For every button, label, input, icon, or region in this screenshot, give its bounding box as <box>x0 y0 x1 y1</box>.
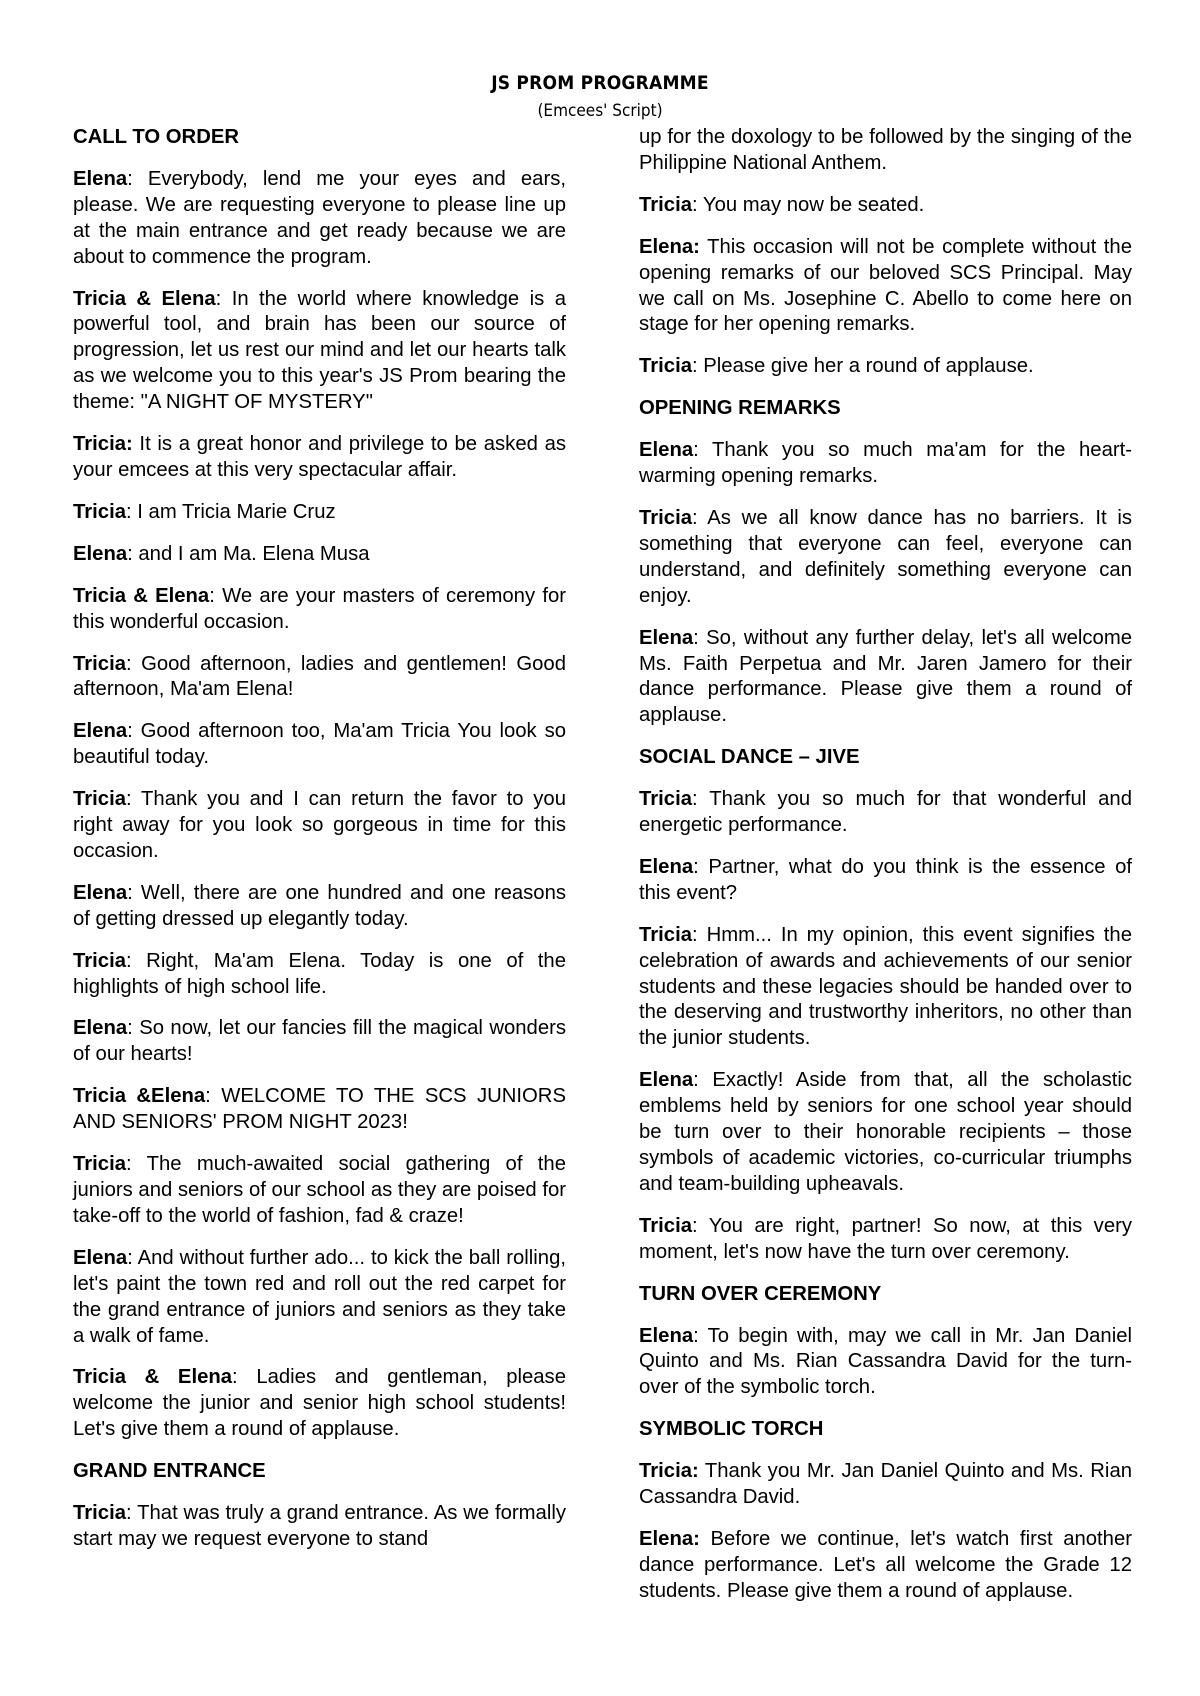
dialogue-text: It is a great honor and privilege to be asked as your emcees at this very spectacular affair. <box>73 433 566 481</box>
dialogue-text: Thank you and I can return the favor to you right away for you look so gorgeous in time for this occasion. <box>73 788 566 862</box>
script-line <box>639 193 1132 219</box>
dialogue-text: You are right, partner! So now, at this very moment, let's now have the turn over ceremony. <box>639 1214 1132 1263</box>
script-line <box>73 949 566 1001</box>
speaker-separator: : <box>693 626 699 649</box>
speaker-separator: : <box>692 506 698 529</box>
speaker-name: Elena <box>73 1017 128 1040</box>
script-line <box>73 1365 566 1443</box>
dialogue-text: Ladies and gentleman, please welcome the junior and senior high school students! Let's give them a round of applause. <box>73 1366 566 1441</box>
section-heading: SYMBOLIC TORCH <box>639 1418 824 1441</box>
dialogue-text: You may now be seated. <box>697 193 925 216</box>
script-line <box>639 1459 1132 1511</box>
speaker-separator: : <box>127 720 133 743</box>
speaker-name: Tricia <box>73 949 126 972</box>
dialogue-text: The much-awaited social gathering of the juniors and seniors of our school as they are poised for take-off to the world of fashion, fad & craze! <box>73 1153 566 1227</box>
script-line <box>73 1084 566 1136</box>
speaker-name: Tricia <box>73 1153 126 1176</box>
script-line <box>73 1016 566 1068</box>
speaker-separator: : <box>693 1069 699 1092</box>
dialogue-text: That was truly a grand entrance. As we formally start may we request everyone to stand <box>73 1502 566 1550</box>
speaker-name: Elena <box>73 881 128 904</box>
dialogue-text: Please give her a round of applause. <box>697 355 1034 378</box>
script-line <box>639 438 1132 490</box>
script-line <box>639 1324 1132 1402</box>
speaker-name: Elena <box>639 626 694 649</box>
speaker-name: Tricia <box>639 193 692 216</box>
script-line <box>639 235 1132 339</box>
dialogue-text: To begin with, may we call in Mr. Jan Daniel Quinto and Ms. Rian Cassandra David for the turn-over of the symbolic torch. <box>639 1324 1132 1399</box>
speaker-separator: : <box>693 855 699 878</box>
speaker-separator: : <box>692 788 698 811</box>
dialogue-text: Right, Ma'am Elena. Today is one of the highlights of high school life. <box>73 949 566 998</box>
speaker-name: Tricia &Elena <box>73 1085 206 1108</box>
dialogue-text: This occasion will not be complete without the opening remarks of our beloved SCS Principal. May we call on Ms. Josephine C. Abello to come here on stage for her opening remarks. <box>639 235 1132 336</box>
speaker-name: Elena <box>73 720 128 743</box>
speaker-name: Tricia & Elena <box>73 584 210 607</box>
script-line <box>73 1501 566 1553</box>
speaker-separator: : <box>126 1153 132 1176</box>
speaker-separator: : <box>692 355 698 378</box>
document-title: JS PROM PROGRAMME <box>491 72 709 94</box>
dialogue-text: Thank you Mr. Jan Daniel Quinto and Ms. Rian Cassandra David. <box>639 1460 1132 1509</box>
dialogue-text: Good afternoon, ladies and gentlemen! Good afternoon, Ma'am Elena! <box>73 652 566 701</box>
speaker-separator: : <box>127 542 133 565</box>
dialogue-text: Everybody, lend me your eyes and ears, please. We are requesting everyone to please line up at the main entrance and get ready because we are about to commence the program. <box>73 167 566 268</box>
speaker-name: Tricia <box>639 788 692 811</box>
speaker-name: Tricia & Elena <box>73 287 216 310</box>
speaker-separator: : <box>127 881 133 904</box>
speaker-name: Tricia <box>73 652 126 675</box>
dialogue-text: Good afternoon too, Ma'am Tricia You look so beautiful today. <box>73 720 566 769</box>
script-line <box>73 167 566 271</box>
speaker-separator: : <box>126 652 132 675</box>
section-heading: CALL TO ORDER <box>73 126 240 148</box>
dialogue-text: Well, there are one hundred and one reasons of getting dressed up elegantly today. <box>73 881 566 930</box>
right-column <box>639 125 1132 1621</box>
speaker-name: Tricia <box>639 1214 692 1237</box>
speaker-name: Tricia & Elena <box>73 1366 233 1389</box>
dialogue-text: Hmm... In my opinion, this event signifies the celebration of awards and achievements of our senior students and these legacies should be handed over to the deserving and trustworthy inheritors, no other than the junior students. <box>639 923 1132 1050</box>
speaker-separator: : <box>693 439 699 462</box>
script-line <box>73 542 566 568</box>
script-line <box>639 354 1132 380</box>
script-line <box>639 626 1132 730</box>
dialogue-text: and I am Ma. Elena Musa <box>132 542 370 565</box>
section-heading: TURN OVER CEREMONY <box>639 1282 882 1305</box>
speaker-name: Tricia: <box>639 1460 699 1483</box>
speaker-name: Tricia <box>639 923 692 946</box>
script-line <box>73 500 566 526</box>
speaker-name: Tricia <box>639 506 692 529</box>
section-heading: SOCIAL DANCE – JIVE <box>639 746 860 769</box>
dialogue-text: Before we continue, let's watch first another dance performance. Let's all welcome the Grade 12 students. Please give them a round of applause. <box>639 1527 1132 1602</box>
speaker-name: Elena: <box>639 235 700 258</box>
script-line <box>639 1214 1132 1266</box>
speaker-separator: : <box>692 193 698 216</box>
script-line <box>73 584 566 636</box>
speaker-separator: : <box>127 1246 133 1269</box>
dialogue-text: So now, let our fancies fill the magical wonders of our hearts! <box>73 1017 566 1066</box>
dialogue-text: And without further ado... to kick the ball rolling, let's paint the town red and roll out the red carpet for the grand entrance of juniors and seniors as they take a walk of fame. <box>73 1246 566 1347</box>
speaker-separator: : <box>232 1366 238 1389</box>
speaker-name: Elena <box>73 542 128 565</box>
speaker-separator: : <box>126 788 132 811</box>
speaker-name: Elena <box>639 1069 694 1092</box>
speaker-separator: : <box>126 949 132 972</box>
script-line <box>73 1246 566 1350</box>
speaker-name: Tricia: <box>73 433 133 456</box>
dialogue-text: Thank you so much ma'am for the heart-warming opening remarks. <box>639 439 1132 488</box>
speaker-separator: : <box>692 1214 698 1237</box>
speaker-separator: : <box>692 923 698 946</box>
speaker-separator: : <box>209 584 215 607</box>
dialogue-text: WELCOME TO THE SCS JUNIORS AND SENIORS' PROM NIGHT 2023! <box>73 1085 566 1134</box>
speaker-name: Tricia <box>73 1502 126 1525</box>
speaker-name: Elena <box>639 855 694 878</box>
script-line <box>639 787 1132 839</box>
speaker-name: Tricia <box>639 355 692 378</box>
script-line <box>639 855 1132 907</box>
script-line <box>639 1068 1132 1198</box>
speaker-separator: : <box>127 167 133 190</box>
speaker-separator: : <box>693 1324 699 1347</box>
speaker-separator: : <box>127 1017 133 1040</box>
script-line <box>639 506 1132 610</box>
dialogue-text: So, without any further delay, let's all welcome Ms. Faith Perpetua and Mr. Jaren Jamero for their dance performance. Please give them a round of applause. <box>639 626 1132 727</box>
script-line <box>73 1152 566 1230</box>
dialogue-text: As we all know dance has no barriers. It is something that everyone can feel, everyone can understand, and definitely something everyone can enjoy. <box>639 506 1132 607</box>
dialogue-text: In the world where knowledge is a powerful tool, and brain has been our source of progression, let us rest our mind and let our hearts talk as we welcome you to this year's JS Prom bearing the theme: "A NIGHT OF MYSTERY" <box>73 287 566 414</box>
speaker-separator: : <box>205 1085 211 1108</box>
script-line <box>639 1527 1132 1605</box>
script-line <box>73 287 566 417</box>
speaker-name: Elena: <box>639 1527 700 1550</box>
speaker-separator: : <box>215 287 222 310</box>
dialogue-text: I am Tricia Marie Cruz <box>131 500 336 523</box>
script-line <box>73 652 566 704</box>
script-line <box>639 923 1132 1053</box>
section-heading: OPENING REMARKS <box>639 397 841 420</box>
section-heading: GRAND ENTRANCE <box>73 1460 266 1483</box>
speaker-name: Elena <box>73 1246 128 1269</box>
script-line <box>73 432 566 484</box>
speaker-name: Elena <box>73 167 128 190</box>
left-column <box>73 125 566 1569</box>
script-line <box>73 787 566 865</box>
speaker-name: Tricia <box>73 500 126 523</box>
dialogue-text: Exactly! Aside from that, all the scholastic emblems held by seniors for one school year should be turn over to their honorable recipients – those symbols of academic victories, co-curricular triumphs and team-building upheavals. <box>639 1069 1132 1195</box>
speaker-separator: : <box>126 500 132 523</box>
dialogue-text: Partner, what do you think is the essence of this event? <box>639 855 1132 904</box>
script-paragraph: up for the doxology to be followed by the singing of the Philippine National Anthem. <box>639 126 1132 174</box>
script-line <box>73 719 566 771</box>
dialogue-text: Thank you so much for that wonderful and energetic performance. <box>639 788 1132 837</box>
speaker-name: Tricia <box>73 788 126 811</box>
document-subtitle: (Emcees' Script) <box>537 101 663 121</box>
speaker-separator: : <box>126 1502 132 1525</box>
dialogue-text: We are your masters of ceremony for this wonderful occasion. <box>73 584 566 633</box>
script-line <box>73 881 566 933</box>
speaker-name: Elena <box>639 1324 694 1347</box>
speaker-name: Elena <box>639 439 694 462</box>
